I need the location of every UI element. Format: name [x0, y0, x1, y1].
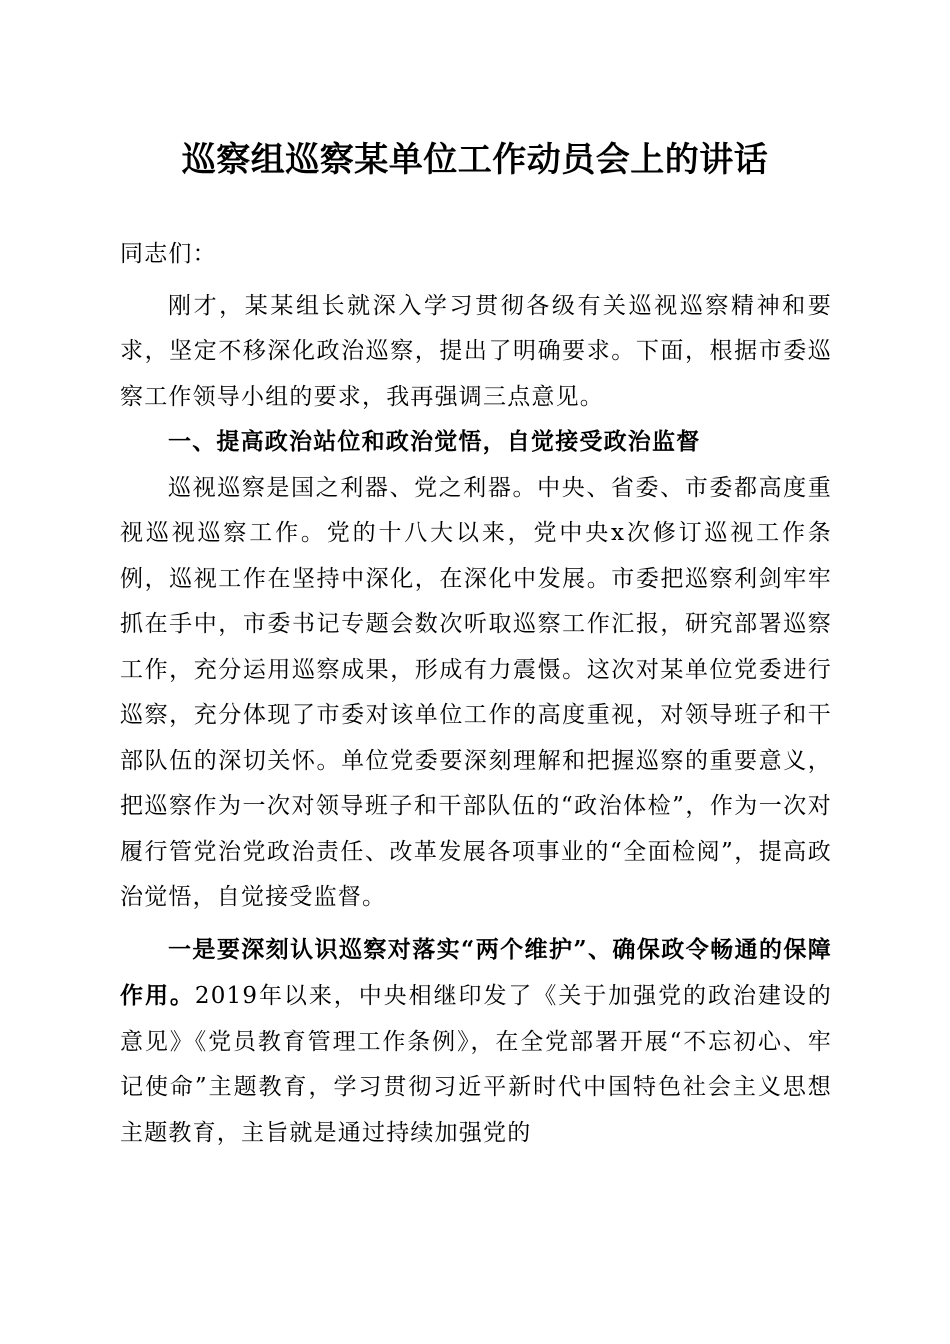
section1-point-1: [120, 927, 832, 1157]
intro-paragraph: 刚才，某某组长就深入学习贯彻各级有关巡视巡察精神和要求，坚定不移深化政治巡察，提出了明确要求。下面，根据市委巡察工作领导小组的要求，我再强调三点意见。: [120, 292, 832, 410]
section1-paragraph-1: 巡视巡察是国之利器、党之利器。中央、省委、市委都高度重视巡视巡察工作。党的十八大以来，党中央x次修订巡视工作条例，巡视工作在坚持中深化，在深化中发展。市委把巡察利剑牢牢抓在手中，市委书记专题会数次听取巡察工作汇报，研究部署巡察工作，充分运用巡察成果，形成有力震慑。这次对某单位党委进行巡察，充分体现了市委对该单位工作的高度重视，对领导班子和干部队伍的深切关怀。单位党委要深刻理解和把握巡察的重要意义，把巡察作为一次对领导班子和干部队伍的“政治体检”，作为一次对履行管党治党政治责任、改革发展各项事业的“全面检阅”，提高政治觉悟，自觉接受监督。: [120, 474, 832, 910]
salutation: 同志们：: [120, 241, 217, 267]
document-body: [120, 232, 832, 1156]
document-title: 巡察组巡察某单位工作动员会上的讲话: [181, 140, 769, 180]
section-heading-1: 一、提高政治站位和政治觉悟，自觉接受政治监督: [168, 429, 701, 455]
point-lead-sentence: 一是要深刻认识巡察对落实“两个维护”、确保政令畅通的保障作用。: [120, 935, 832, 1009]
point-body-text: 2019年以来，中央相继印发了《关于加强党的政治建设的意见》《党员教育管理工作条例》，在全党部署开展“不忘初心、牢记使命”主题教育，学习贯彻习近平新时代中国特色社会主义思想主题教育，主旨就是通过持续加强党的: [120, 983, 833, 1146]
